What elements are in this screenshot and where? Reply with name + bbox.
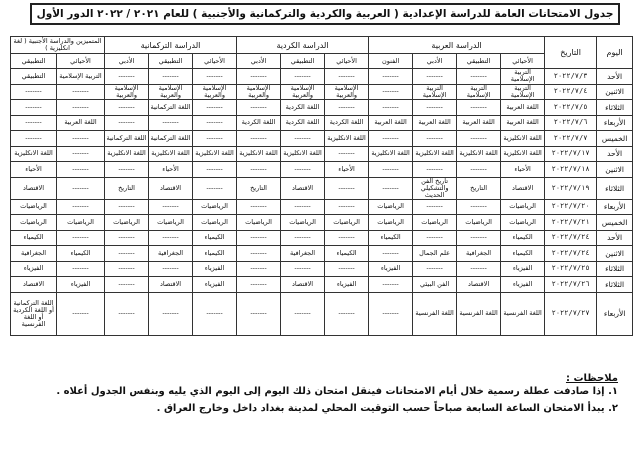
table-cell: ------- (325, 292, 369, 335)
subheader: التطبيقي (149, 54, 193, 69)
row-date: ٢٠٢٢/٧/٢٠ (545, 199, 597, 215)
table-cell: ------- (281, 131, 325, 147)
table-cell: اللغة الانكليزية (325, 131, 369, 147)
table-cell: اللغة الفرنسية (413, 292, 457, 335)
table-cell: اللغة العربية (501, 100, 545, 116)
table-cell: ------- (237, 292, 281, 335)
table-cell: الكيمياء (501, 230, 545, 246)
table-cell: ------- (193, 115, 237, 131)
row-day: الاثنين (597, 162, 633, 178)
table-cell: اللغة الفرنسية (501, 292, 545, 335)
row-day: الثلاثاء (597, 177, 633, 199)
header-group-kurdish: الدراسة الكردية (237, 37, 369, 54)
table-cell: ------- (57, 230, 105, 246)
table-cell: الرياضيات (11, 199, 57, 215)
row-date: ٢٠٢٢/٧/٢٤ (545, 230, 597, 246)
table-cell: الإسلامية والعربية (105, 84, 149, 100)
row-day: الأربعاء (597, 292, 633, 335)
table-cell: الفن البيئي (413, 277, 457, 293)
row-date: ٢٠٢٢/٧/٢٦ (545, 277, 597, 293)
notes-section (28, 373, 618, 420)
row-date: ٢٠٢٢/٧/٣ (545, 69, 597, 85)
page-title: جدول الامتحانات العامة للدراسة الإعدادية ( العربية والكردية والتركمانية والأجنبية ) للعام ٢٠٢١ / ٢٠٢٢ الدور الأول (30, 3, 620, 25)
table-cell: الفيزياء (325, 277, 369, 293)
table-cell: ------- (281, 69, 325, 85)
table-cell: ------- (237, 69, 281, 85)
table-cell: ------- (105, 261, 149, 277)
table-cell: الاقتصاد (149, 177, 193, 199)
table-cell: الرياضيات (193, 215, 237, 231)
row-day: الثلاثاء (597, 100, 633, 116)
table-cell: ------- (105, 246, 149, 262)
table-row (11, 177, 633, 199)
subheader: الأحيائي (193, 54, 237, 69)
table-cell: اللغة الفرنسية (457, 292, 501, 335)
table-cell: اللغة الانكليزية (193, 146, 237, 162)
table-cell: الرياضيات (369, 199, 413, 215)
table-cell: ------- (325, 100, 369, 116)
table-cell: التربية الإسلامية (457, 84, 501, 100)
table-cell: الرياضيات (193, 199, 237, 215)
row-day: الأحد (597, 69, 633, 85)
table-cell: ------- (369, 292, 413, 335)
table-cell: الكيمياء (193, 246, 237, 262)
table-cell: التاريخ (105, 177, 149, 199)
row-date: ٢٠٢٢/٧/٧ (545, 131, 597, 147)
table-cell: ------- (457, 131, 501, 147)
table-cell: الاقتصاد (11, 177, 57, 199)
table-row (11, 131, 633, 147)
table-cell: ------- (281, 162, 325, 178)
table-cell: ------- (11, 100, 57, 116)
table-cell: اللغة الانكليزية (413, 146, 457, 162)
table-cell: ------- (325, 230, 369, 246)
table-cell: اللغة الانكليزية (457, 146, 501, 162)
table-cell: ------- (57, 146, 105, 162)
table-cell: الكيمياء (11, 230, 57, 246)
table-cell: ------- (237, 162, 281, 178)
table-cell: ------- (57, 261, 105, 277)
header-date: التاريخ (545, 37, 597, 69)
table-cell: الإسلامية والعربية (149, 84, 193, 100)
table-cell: علم الجمال (413, 246, 457, 262)
row-day: الأربعاء (597, 199, 633, 215)
table-cell: ------- (413, 230, 457, 246)
table-cell: ------- (457, 100, 501, 116)
table-row (11, 246, 633, 262)
subheader: الأحيائي (57, 54, 105, 69)
subheader: الأحيائي (325, 54, 369, 69)
table-row (11, 199, 633, 215)
table-cell: ------- (369, 246, 413, 262)
row-day: الخميس (597, 131, 633, 147)
table-cell: اللغة العربية (57, 115, 105, 131)
row-date: ٢٠٢٢/٧/١٩ (545, 177, 597, 199)
table-cell: ------- (237, 131, 281, 147)
subheader: الأدبي (237, 54, 281, 69)
table-cell: الفيزياء (369, 261, 413, 277)
table-cell: اللغة العربية (501, 115, 545, 131)
row-day: الأحد (597, 230, 633, 246)
table-cell: ------- (193, 292, 237, 335)
table-cell: الفيزياء (501, 277, 545, 293)
table-cell: ------- (457, 230, 501, 246)
table-row (11, 230, 633, 246)
table-cell: اللغة الانكليزية (11, 146, 57, 162)
table-cell: الرياضيات (413, 215, 457, 231)
table-cell: الرياضيات (281, 215, 325, 231)
table-cell: التاريخ (237, 177, 281, 199)
table-cell: ------- (193, 162, 237, 178)
subheader: الفنون (369, 54, 413, 69)
table-cell: ------- (457, 69, 501, 85)
table-cell: الإسلامية والعربية (325, 84, 369, 100)
table-cell: ------- (149, 69, 193, 85)
table-cell: ------- (105, 292, 149, 335)
row-date: ٢٠٢٢/٧/٢٤ (545, 246, 597, 262)
table-cell: اللغة الانكليزية (105, 146, 149, 162)
table-cell: التربية الإسلامية (501, 84, 545, 100)
table-cell: ------- (281, 230, 325, 246)
table-cell: ------- (413, 131, 457, 147)
table-cell: ------- (57, 292, 105, 335)
table-row (11, 277, 633, 293)
table-cell: التربية الإسلامية (57, 69, 105, 85)
table-cell: ------- (369, 100, 413, 116)
table-cell: اللغة التركمانية (105, 131, 149, 147)
table-cell: الرياضيات (57, 215, 105, 231)
table-cell: ------- (457, 199, 501, 215)
table-row (11, 84, 633, 100)
table-cell: ------- (57, 199, 105, 215)
table-cell: ------- (193, 100, 237, 116)
table-row (11, 292, 633, 335)
table-cell: ------- (369, 162, 413, 178)
table-cell: اللغة العربية (413, 115, 457, 131)
table-cell: اللغة الكردية (325, 115, 369, 131)
table-cell: ------- (149, 261, 193, 277)
table-cell: اللغة الانكليزية (369, 146, 413, 162)
table-cell: ------- (105, 230, 149, 246)
table-row (11, 261, 633, 277)
table-cell: ------- (325, 177, 369, 199)
notes-heading: ملاحظات : (565, 373, 618, 384)
table-cell: اللغة التركمانية أو اللغة الكردية أو اللغة الفرنسية (11, 292, 57, 335)
table-cell: اللغة الانكليزية (501, 131, 545, 147)
table-cell: الكيمياء (369, 230, 413, 246)
table-cell: ------- (11, 84, 57, 100)
header-group-arabic: الدراسة العربية (369, 37, 545, 54)
table-cell: اللغة الانكليزية (281, 146, 325, 162)
table-cell: التطبيقي (11, 69, 57, 85)
table-cell: ------- (237, 261, 281, 277)
table-cell: الأحياء (501, 162, 545, 178)
table-cell: الأحياء (325, 162, 369, 178)
table-cell: ------- (413, 261, 457, 277)
table-cell: الجغرافية (281, 246, 325, 262)
table-cell: اللغة الانكليزية (237, 146, 281, 162)
table-cell: ------- (325, 146, 369, 162)
table-cell: ------- (149, 230, 193, 246)
table-cell: ------- (237, 230, 281, 246)
table-cell: التربية الإسلامية (413, 84, 457, 100)
table-cell: الكيمياء (57, 246, 105, 262)
table-cell: الكيمياء (325, 246, 369, 262)
row-day: الاثنين (597, 84, 633, 100)
table-cell: ------- (11, 115, 57, 131)
header-group-foreign: المتميزين والدراسة الأجنبية ( لغة انكليزية ) (11, 37, 105, 54)
table-cell: ------- (57, 177, 105, 199)
table-cell: ------- (369, 131, 413, 147)
table-cell: ------- (149, 115, 193, 131)
table-cell: اللغة الكردية (281, 100, 325, 116)
table-cell: الجغرافية (457, 246, 501, 262)
table-cell: ------- (237, 199, 281, 215)
table-cell: الرياضيات (325, 215, 369, 231)
table-cell: الاقتصاد (501, 177, 545, 199)
table-cell: الفيزياء (193, 277, 237, 293)
table-cell: اللغة التركمانية (149, 100, 193, 116)
table-row (11, 162, 633, 178)
row-date: ٢٠٢٢/٧/٦ (545, 115, 597, 131)
table-cell: ------- (369, 277, 413, 293)
table-cell: الرياضيات (149, 215, 193, 231)
row-date: ٢٠٢٢/٧/١٨ (545, 162, 597, 178)
row-day: الأربعاء (597, 115, 633, 131)
table-cell: ------- (413, 100, 457, 116)
header-day: اليوم (597, 37, 633, 69)
table-cell: ------- (281, 199, 325, 215)
table-cell: ------- (237, 100, 281, 116)
subheader: الأدبي (413, 54, 457, 69)
table-cell: ------- (325, 199, 369, 215)
table-cell: الفيزياء (11, 261, 57, 277)
table-cell: ------- (457, 162, 501, 178)
note-item: ٢. يبدأ الامتحان الساعة السابعة صباحاً حسب التوقيت المحلي لمدينة بغداد داخل وخارج العراق . (156, 403, 618, 414)
subheader: التطبيقي (457, 54, 501, 69)
table-row (11, 69, 633, 85)
table-cell: الرياضيات (11, 215, 57, 231)
table-cell: ------- (369, 84, 413, 100)
table-cell: ------- (105, 69, 149, 85)
row-date: ٢٠٢٢/٧/٤ (545, 84, 597, 100)
table-cell: الجغرافية (11, 246, 57, 262)
header-group-turkmen: الدراسة التركمانية (105, 37, 237, 54)
table-cell: اللغة الانكليزية (501, 146, 545, 162)
row-date: ٢٠٢٢/٧/٢٧ (545, 292, 597, 335)
table-cell: الكيمياء (501, 246, 545, 262)
table-cell: ------- (105, 199, 149, 215)
table-cell: ------- (57, 100, 105, 116)
table-cell: الكيمياء (193, 230, 237, 246)
exam-schedule-table (10, 36, 633, 336)
table-cell: الاقتصاد (281, 277, 325, 293)
table-cell: الرياضيات (457, 215, 501, 231)
table-row (11, 100, 633, 116)
subheader: التطبيقي (11, 54, 57, 69)
table-cell: الرياضيات (369, 215, 413, 231)
subheader: الأدبي (105, 54, 149, 69)
table-cell: ------- (193, 69, 237, 85)
table-row (11, 146, 633, 162)
table-cell: ------- (57, 162, 105, 178)
table-cell: ------- (413, 199, 457, 215)
table-cell: ------- (105, 115, 149, 131)
table-cell: الرياضيات (501, 215, 545, 231)
table-cell: اللغة العربية (457, 115, 501, 131)
table-cell: الأحياء (11, 162, 57, 178)
table-cell: الفيزياء (57, 277, 105, 293)
row-day: الاثنين (597, 246, 633, 262)
table-cell: الاقتصاد (281, 177, 325, 199)
table-cell: تاريخ الفن والتشكيلي الحديث (413, 177, 457, 199)
table-cell: اللغة العربية (369, 115, 413, 131)
table-cell: ------- (149, 199, 193, 215)
table-cell: التاريخ (457, 177, 501, 199)
row-date: ٢٠٢٢/٧/٢٥ (545, 261, 597, 277)
table-cell: ------- (105, 100, 149, 116)
table-cell: الفيزياء (193, 261, 237, 277)
table-cell: ------- (369, 177, 413, 199)
table-cell: ------- (325, 69, 369, 85)
table-cell: الإسلامية والعربية (193, 84, 237, 100)
table-cell: الإسلامية والعربية (237, 84, 281, 100)
table-cell: ------- (413, 69, 457, 85)
table-cell: ------- (105, 277, 149, 293)
table-cell: الفيزياء (501, 261, 545, 277)
table-cell: ------- (457, 261, 501, 277)
table-cell: الرياضيات (105, 215, 149, 231)
table-cell: ------- (149, 292, 193, 335)
row-date: ٢٠٢٢/٧/٢١ (545, 215, 597, 231)
row-day: الثلاثاء (597, 277, 633, 293)
row-day: الثلاثاء (597, 261, 633, 277)
table-cell: ------- (57, 131, 105, 147)
table-cell: اللغة الكردية (281, 115, 325, 131)
table-cell: ------- (193, 177, 237, 199)
table-cell: الرياضيات (501, 199, 545, 215)
table-cell: اللغة الكردية (237, 115, 281, 131)
table-cell: ------- (281, 292, 325, 335)
table-cell: ------- (11, 131, 57, 147)
table-cell: الجغرافية (149, 246, 193, 262)
table-row (11, 115, 633, 131)
table-cell: الرياضيات (237, 215, 281, 231)
table-cell: ------- (193, 131, 237, 147)
table-cell: ------- (369, 69, 413, 85)
table-cell: الأحياء (149, 162, 193, 178)
table-cell: ------- (413, 162, 457, 178)
row-date: ٢٠٢٢/٧/٥ (545, 100, 597, 116)
table-cell: الاقتصاد (11, 277, 57, 293)
table-cell: ------- (281, 261, 325, 277)
note-item: ١. إذا صادفت عطلة رسمية خلال أيام الامتحانات فينقل امتحان ذلك اليوم إلى اليوم الذي يليه وبنفس الجدول أعلاه . (56, 386, 618, 397)
row-day: الأحد (597, 146, 633, 162)
table-cell: ------- (105, 162, 149, 178)
table-cell: ------- (57, 84, 105, 100)
subheader: الأحيائي (501, 54, 545, 69)
table-row (11, 215, 633, 231)
table-cell: الاقتصاد (149, 277, 193, 293)
table-cell: التربية الإسلامية (501, 69, 545, 85)
table-cell: اللغة التركمانية (149, 131, 193, 147)
table-cell: الإسلامية والعربية (281, 84, 325, 100)
row-day: الخميس (597, 215, 633, 231)
table-cell: ------- (325, 261, 369, 277)
row-date: ٢٠٢٢/٧/١٧ (545, 146, 597, 162)
table-cell: ------- (237, 277, 281, 293)
table-cell: ------- (237, 246, 281, 262)
subheader: التطبيقي (281, 54, 325, 69)
table-cell: الاقتصاد (457, 277, 501, 293)
table-cell: اللغة الانكليزية (149, 146, 193, 162)
